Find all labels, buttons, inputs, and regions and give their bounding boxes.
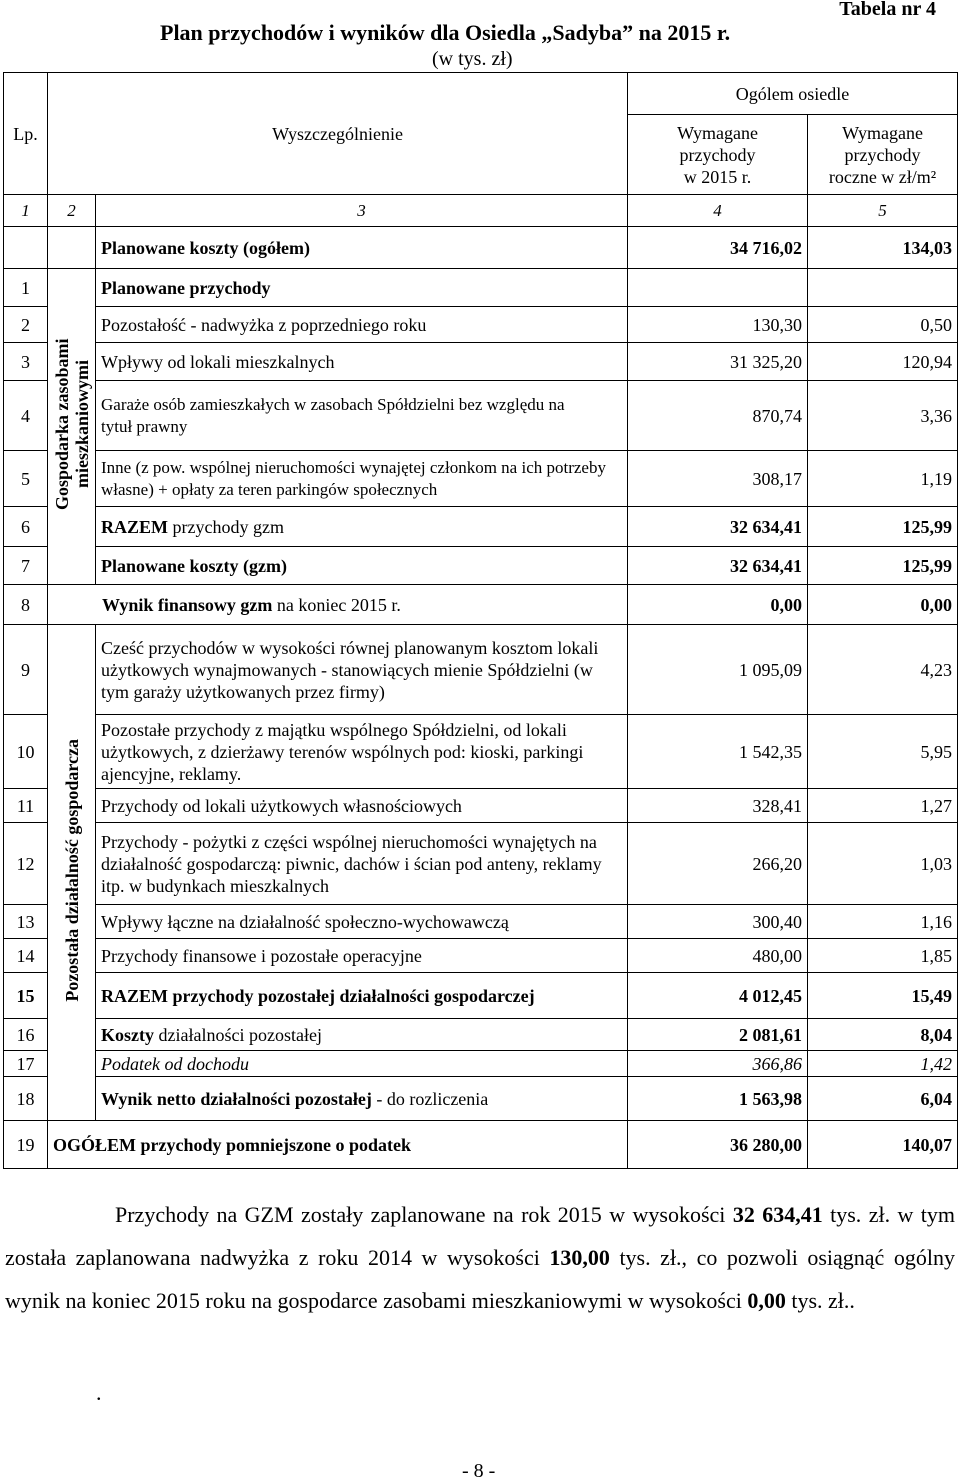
para-value-2: 130,00 xyxy=(549,1245,610,1270)
row-v1: 32 634,41 xyxy=(628,507,808,547)
col-header-desc xyxy=(48,73,628,195)
row-label: OGÓŁEM przychody pomniejszone o podatek xyxy=(48,1121,628,1169)
row-lp: 11 xyxy=(4,789,48,823)
row-label-rest: na koniec 2015 r. xyxy=(272,594,401,615)
group-a-label: Gospodarka zasobami mieszkaniowymi xyxy=(48,269,96,585)
row-label: Planowane koszty (gzm) xyxy=(96,547,628,585)
col-header-group xyxy=(628,73,958,115)
row-v2: 1,27 xyxy=(808,789,958,823)
row-label xyxy=(96,1077,628,1121)
row-label: Przychody od lokali użytkowych własnościowych xyxy=(96,789,628,823)
row-v2: 1,19 xyxy=(808,451,958,507)
row-v1: 266,20 xyxy=(628,823,808,905)
col-header-desc-text: Wyszczególnienie xyxy=(272,123,403,144)
row-lp: 6 xyxy=(4,507,48,547)
col-m2-line2: przychody xyxy=(844,144,921,165)
row-v1: 1 542,35 xyxy=(628,715,808,789)
row-label: Wpływy od lokali mieszkalnych xyxy=(96,343,628,381)
page-title: Plan przychodów i wyników dla Osiedla „Sadyba” na 2015 r. xyxy=(160,20,731,45)
revenue-table xyxy=(3,72,958,1169)
row-lp: 17 xyxy=(4,1051,48,1077)
para-text-2: tys. zł. w tym została zaplanowana nadwyżka z roku 2014 w wysokości xyxy=(5,1202,956,1270)
row-lp: 8 xyxy=(4,585,48,625)
row-v2: 15,49 xyxy=(808,973,958,1019)
row-label: RAZEM przychody pozostałej działalności gospodarczej xyxy=(96,973,628,1019)
row-v2: 3,36 xyxy=(808,381,958,451)
col-header-required xyxy=(628,115,808,195)
row-label: Planowane przychody xyxy=(96,269,628,307)
planned-costs-v2: 134,03 xyxy=(808,227,958,269)
row-label xyxy=(96,507,628,547)
row-label-bold: Wynik netto działalności pozostałej xyxy=(101,1088,372,1109)
col-req-line1: Wymagane xyxy=(677,122,758,143)
row-label-rest: - do rozliczenia xyxy=(371,1088,489,1109)
col-header-lp-text: Lp. xyxy=(13,123,38,144)
row-label: Inne (z pow. wspólnej nieruchomości wynajętej członkom na ich potrzeby własne) + opłaty za teren parkingów społecznych xyxy=(96,451,628,507)
row-v1: 4 012,45 xyxy=(628,973,808,1019)
col-m2-line3: roczne w zł/m² xyxy=(828,166,937,187)
row-v1: 2 081,61 xyxy=(628,1019,808,1051)
row-v1: 870,74 xyxy=(628,381,808,451)
col-header-group-text: Ogólem osiedle xyxy=(735,83,850,104)
row-label-rest: przychody gzm xyxy=(168,516,284,537)
row-v1: 0,00 xyxy=(628,585,808,625)
col-header-lp xyxy=(4,73,48,195)
row-lp: 1 xyxy=(4,269,48,307)
row-label-rest: działalności pozostałej xyxy=(154,1024,322,1045)
unit-note: (w tys. zł) xyxy=(432,48,513,70)
row-v1: 1 095,09 xyxy=(628,625,808,715)
row-lp: 3 xyxy=(4,343,48,381)
row-v1: 300,40 xyxy=(628,905,808,939)
row-v1: 366,86 xyxy=(628,1051,808,1077)
row-v2: 120,94 xyxy=(808,343,958,381)
row-lp: 18 xyxy=(4,1077,48,1121)
row-label: Przychody finansowe i pozostałe operacyjne xyxy=(96,939,628,973)
row-lp: 14 xyxy=(4,939,48,973)
row-label-bold: RAZEM xyxy=(101,516,168,537)
row-v1: 308,17 xyxy=(628,451,808,507)
planned-costs-v1: 34 716,02 xyxy=(628,227,808,269)
row-label: Wpływy łączne na działalność społeczno-wychowawczą xyxy=(96,905,628,939)
row-v1: 480,00 xyxy=(628,939,808,973)
row-v2: 1,85 xyxy=(808,939,958,973)
row-label-bold: Koszty xyxy=(101,1024,154,1045)
para-value-3: 0,00 xyxy=(747,1288,786,1313)
page-number: - 8 - xyxy=(462,1460,496,1482)
row-v2: 0,00 xyxy=(808,585,958,625)
row-v2: 5,95 xyxy=(808,715,958,789)
row-label xyxy=(48,585,628,625)
stray-dot: . xyxy=(96,1380,102,1405)
row-label: Pozostałość - nadwyżka z poprzedniego roku xyxy=(96,307,628,343)
group-b-label: Pozostała działalność gospodarcza xyxy=(48,625,96,1121)
row-v2: 140,07 xyxy=(808,1121,958,1169)
row-v2: 1,16 xyxy=(808,905,958,939)
para-text-1: Przychody na GZM zostały zaplanowane na rok 2015 w wysokości xyxy=(115,1202,733,1227)
para-text-3: tys. zł., co pozwoli osiągnąć ogólny wynik na koniec 2015 roku na gospodarce zasobami mieszkaniowymi w wysokości xyxy=(5,1245,955,1313)
row-label: Przychody - pożytki z części wspólnej nieruchomości wynajętych na działalność gospodarczą: piwnic, dachów i ścian pod anteny, reklamy itp. w budynkach mieszkalnych xyxy=(96,823,628,905)
row-v2: 6,04 xyxy=(808,1077,958,1121)
row-v1: 1 563,98 xyxy=(628,1077,808,1121)
colnum-2: 2 xyxy=(48,195,96,227)
row-label: Podatek od dochodu xyxy=(96,1051,628,1077)
col-req-line3: w 2015 r. xyxy=(683,166,752,187)
col-header-per-m2 xyxy=(808,115,958,195)
row-lp: 16 xyxy=(4,1019,48,1051)
row-lp: 12 xyxy=(4,823,48,905)
row-v1: 32 634,41 xyxy=(628,547,808,585)
row-lp: 13 xyxy=(4,905,48,939)
row-lp: 2 xyxy=(4,307,48,343)
row-lp: 15 xyxy=(4,973,48,1019)
row-label: Pozostałe przychody z majątku wspólnego Spółdzielni, od lokali użytkowych, z dzierżawy terenów wspólnych pod: kioski, parkingi ajencyjne, reklamy. xyxy=(96,715,628,789)
row-lp: 10 xyxy=(4,715,48,789)
colnum-3: 3 xyxy=(96,195,628,227)
para-value-1: 32 634,41 xyxy=(732,1202,823,1227)
summary-paragraph xyxy=(5,1193,955,1322)
row-label: Cześć przychodów w wysokości równej planowanym kosztom lokali użytkowych wynajmowanych - stanowiących mienie Spółdzielni (w tym garaży użytkowanych przez firmy) xyxy=(96,625,628,715)
table-number: Tabela nr 4 xyxy=(839,0,936,20)
colnum-4: 4 xyxy=(628,195,808,227)
row-label-bold: Wynik finansowy gzm xyxy=(102,594,273,615)
row-lp: 5 xyxy=(4,451,48,507)
col-m2-line1: Wymagane xyxy=(842,122,923,143)
row-v1: 31 325,20 xyxy=(628,343,808,381)
colnum-5: 5 xyxy=(808,195,958,227)
row-lp: 9 xyxy=(4,625,48,715)
row-v2: 1,42 xyxy=(808,1051,958,1077)
row-lp: 7 xyxy=(4,547,48,585)
row-lp: 4 xyxy=(4,381,48,451)
row-v2: 1,03 xyxy=(808,823,958,905)
row-label xyxy=(96,1019,628,1051)
row-v2: 125,99 xyxy=(808,507,958,547)
row-v2: 8,04 xyxy=(808,1019,958,1051)
row-v1: 328,41 xyxy=(628,789,808,823)
planned-costs-label: Planowane koszty (ogółem) xyxy=(96,227,628,269)
row-v1: 36 280,00 xyxy=(628,1121,808,1169)
row-label: Garaże osób zamieszkałych w zasobach Spółdzielni bez względu na tytuł prawny xyxy=(96,381,628,451)
row-v1: 130,30 xyxy=(628,307,808,343)
row-lp: 19 xyxy=(4,1121,48,1169)
para-text-4: tys. zł.. xyxy=(785,1288,855,1313)
row-v2: 125,99 xyxy=(808,547,958,585)
col-req-line2: przychody xyxy=(679,144,756,165)
colnum-1: 1 xyxy=(4,195,48,227)
row-v2: 0,50 xyxy=(808,307,958,343)
row-v2: 4,23 xyxy=(808,625,958,715)
